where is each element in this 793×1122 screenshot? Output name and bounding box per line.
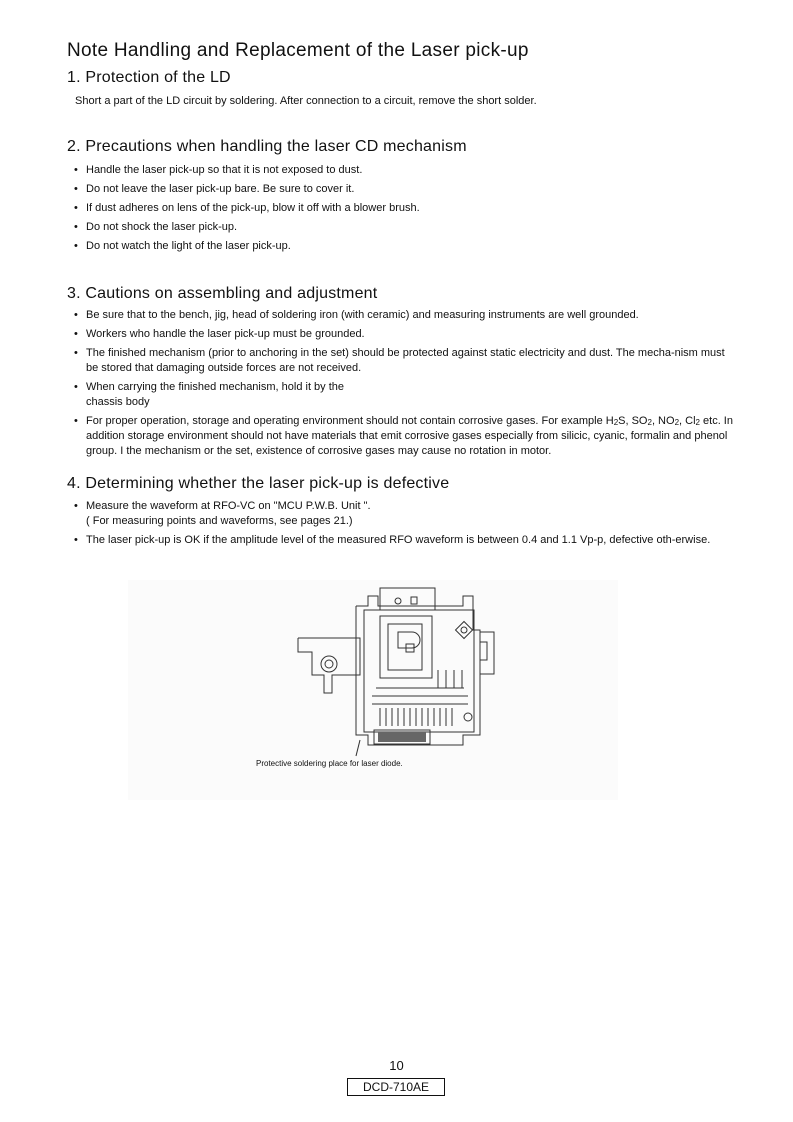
list-item: • If dust adheres on lens of the pick-up, blow it off with a blower brush. [74, 199, 734, 218]
section-4-bullets [74, 499, 734, 548]
gas-text-cl: , Cl [679, 415, 696, 427]
section-1-heading: 1. Protection of the LD [67, 69, 231, 86]
measure-note-text: ( For measuring points and waveforms, see pages 21.) [86, 515, 353, 527]
list-item: • Do not shock the laser pick-up. [74, 218, 734, 237]
list-item: • Do not leave the laser pick-up bare. Be sure to cover it. [74, 180, 734, 199]
figure-caption: Protective soldering place for laser diode. [256, 759, 403, 768]
gas-text-pre: For proper operation, storage and operating environment should not contain corrosive gases. For example H [86, 415, 614, 427]
cl2-subscript: 2 [695, 418, 700, 427]
list-item: • The finished mechanism (prior to anchoring in the set) should be protected against static electricity and dust. The mecha-nism must be stored that damaging outside forces are not received. [74, 346, 734, 376]
model-name-box: DCD-710AE [347, 1078, 445, 1096]
gas-text-no: , NO [651, 415, 675, 427]
section-3-heading: 3. Cautions on assembling and adjustment [67, 285, 378, 302]
list-item: • The laser pick-up is OK if the amplitude level of the measured RFO waveform is between 0.4 and 1.1 Vp-p, defective oth-erwise. [74, 533, 734, 548]
list-item: • Handle the laser pick-up so that it is not exposed to dust. [74, 161, 734, 180]
list-item: • Workers who handle the laser pick-up must be grounded. [74, 327, 734, 342]
list-item [74, 499, 734, 529]
so2-subscript: 2 [647, 418, 652, 427]
list-item: • Be sure that to the bench, jig, head of soldering iron (with ceramic) and measuring instruments are well grounded. [74, 308, 734, 323]
section-1-text: Short a part of the LD circuit by soldering. After connection to a circuit, remove the short solder. [75, 95, 537, 107]
list-item: • When carrying the finished mechanism, hold it by the chassis body [74, 380, 376, 410]
section-2-bullets [74, 161, 734, 256]
page-number: 10 [389, 1058, 404, 1073]
no2-subscript: 2 [674, 418, 680, 427]
gas-text-post: etc. In addition storage environment should not have materials that emit corrosive gases especially from silicic, cyanic, formalin and phenol group. I the mechanism or the set, existence of corrosive gases may cause no rotation in motor. [86, 415, 733, 457]
page-title: Note Handling and Replacement of the Laser pick-up [67, 40, 529, 61]
section-3-bullets [74, 308, 734, 459]
measure-waveform-text: Measure the waveform at RFO-VC on "MCU P.W.B. Unit ". [86, 500, 371, 512]
list-item: • Do not watch the light of the laser pick-up. [74, 237, 734, 256]
section-2-heading: 2. Precautions when handling the laser CD mechanism [67, 138, 467, 155]
section-4-heading: 4. Determining whether the laser pick-up is defective [67, 475, 450, 492]
h2s-subscript: 2 [613, 418, 619, 427]
gas-bullet [74, 414, 734, 459]
gas-text-so: S, SO [618, 415, 648, 427]
